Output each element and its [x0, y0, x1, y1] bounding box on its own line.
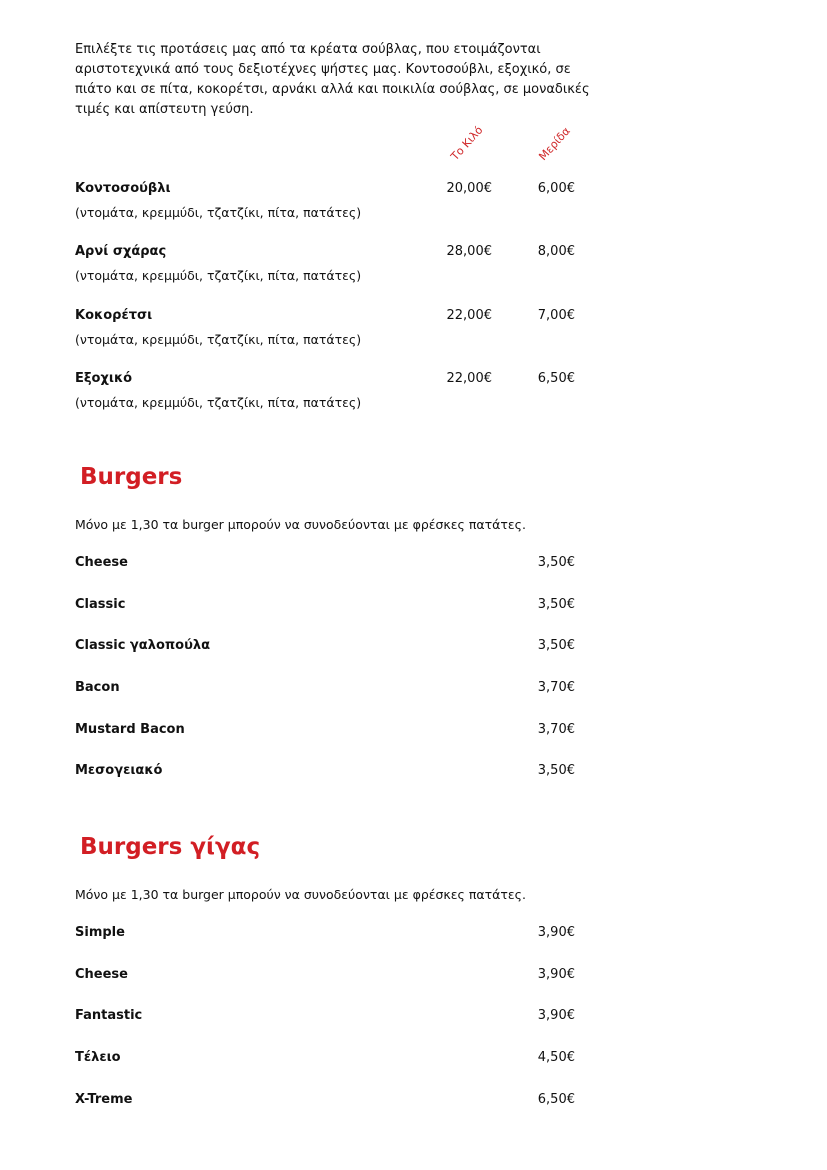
menu-item-name: Classic γαλοπούλα — [75, 638, 211, 653]
menu-item-price: 3,70€ — [537, 722, 575, 737]
menu-item-name: Αρνί σχάρας — [75, 244, 167, 259]
menu-item-price-portion: 6,50€ — [537, 371, 575, 386]
menu-item-price: 3,50€ — [537, 638, 575, 653]
menu-item-name: Cheese — [75, 967, 128, 982]
menu-item-price: 3,50€ — [537, 597, 575, 612]
menu-item-price: 3,50€ — [537, 555, 575, 570]
menu-item-description: (ντομάτα, κρεμμύδι, τζατζίκι, πίτα, πατάτες) — [75, 268, 362, 283]
menu-item-name: Simple — [75, 925, 125, 940]
menu-item-name: Fantastic — [75, 1008, 143, 1023]
menu-item-price-portion: 7,00€ — [537, 308, 575, 323]
menu-item-name: Κοντοσούβλι — [75, 181, 171, 196]
column-header-portion: Μερίδα — [536, 124, 573, 163]
menu-item-price: 6,50€ — [537, 1092, 575, 1107]
menu-item-price: 3,90€ — [537, 967, 575, 982]
section-title-burgers-giant: Burgers γίγας — [80, 834, 261, 860]
menu-item-description: (ντομάτα, κρεμμύδι, τζατζίκι, πίτα, πατάτες) — [75, 205, 362, 220]
section-title-burgers: Burgers — [80, 464, 183, 490]
menu-item-price: 3,50€ — [537, 763, 575, 778]
section-note: Μόνο με 1,30 τα burger μπορούν να συνοδεύονται με φρέσκες πατάτες. — [75, 887, 526, 902]
menu-item-name: Bacon — [75, 680, 120, 695]
menu-item-name: Classic — [75, 597, 126, 612]
menu-item-name: Μεσογειακό — [75, 763, 163, 778]
menu-item-price: 3,90€ — [537, 925, 575, 940]
menu-item-description: (ντομάτα, κρεμμύδι, τζατζίκι, πίτα, πατάτες) — [75, 332, 362, 347]
menu-item-name: Cheese — [75, 555, 128, 570]
menu-item-price-per-kilo: 20,00€ — [446, 181, 492, 196]
menu-item-name: X-Treme — [75, 1092, 133, 1107]
menu-item-price-per-kilo: 28,00€ — [446, 244, 492, 259]
menu-item-price: 3,70€ — [537, 680, 575, 695]
menu-item-description: (ντομάτα, κρεμμύδι, τζατζίκι, πίτα, πατάτες) — [75, 395, 362, 410]
menu-item-name: Κοκορέτσι — [75, 308, 153, 323]
menu-item-price: 3,90€ — [537, 1008, 575, 1023]
intro-paragraph: Επιλέξτε τις προτάσεις μας από τα κρέατα σούβλας, που ετοιμάζονται αριστοτεχνικά από τους δεξιοτέχνες ψήστες μας. Κοντοσούβλι, εξοχικό, σε πιάτο και σε πίτα, κοκορέτσι, αρνάκι αλλά και ποικιλία σούβλας, σε μοναδικές τιμές και απίστευτη γεύση. — [75, 42, 590, 117]
menu-item-price-per-kilo: 22,00€ — [446, 371, 492, 386]
menu-item-name: Εξοχικό — [75, 371, 133, 386]
menu-item-price-per-kilo: 22,00€ — [446, 308, 492, 323]
menu-item-price-portion: 8,00€ — [537, 244, 575, 259]
menu-item-name: Mustard Bacon — [75, 722, 185, 737]
section-note: Μόνο με 1,30 τα burger μπορούν να συνοδεύονται με φρέσκες πατάτες. — [75, 517, 526, 532]
menu-item-price-portion: 6,00€ — [537, 181, 575, 196]
column-header-per-kilo: Το Κιλό — [448, 123, 486, 163]
menu-item-price: 4,50€ — [537, 1050, 575, 1065]
menu-item-name: Τέλειο — [75, 1050, 121, 1065]
